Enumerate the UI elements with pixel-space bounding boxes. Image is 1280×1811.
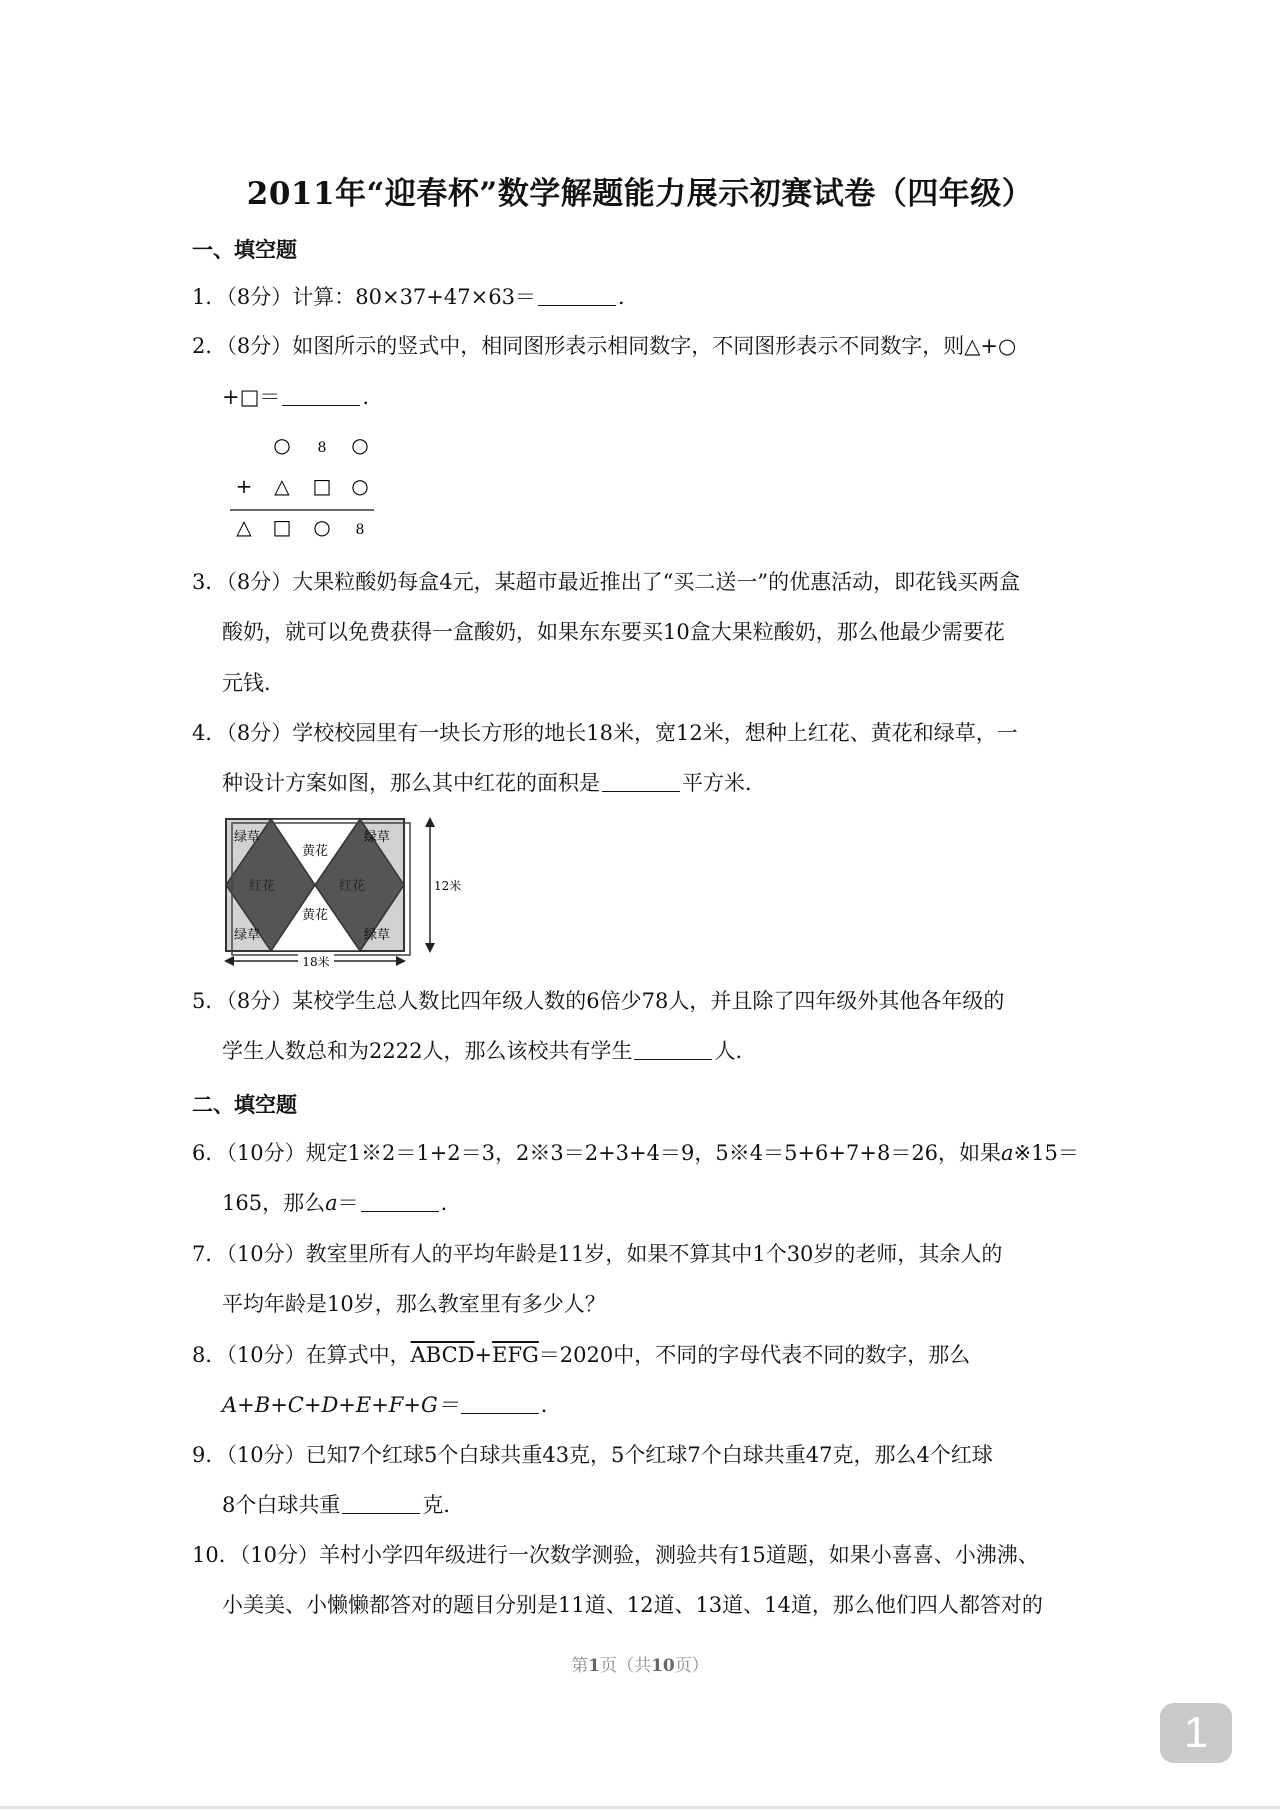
label-green-grass: 绿草 bbox=[233, 830, 261, 845]
question-number: 6． bbox=[192, 1141, 227, 1165]
label-green-grass: 绿草 bbox=[233, 928, 261, 943]
question-text: 学校校园里有一块长方形的地长18米，宽12米，想种上红花、黄花和绿草，一 bbox=[292, 721, 1018, 745]
question-score: （10分） bbox=[226, 1443, 306, 1467]
label-green-grass: 绿草 bbox=[363, 928, 391, 943]
arrow-head-left bbox=[224, 956, 234, 966]
question-number: 8． bbox=[192, 1343, 227, 1367]
question-score: （8分） bbox=[226, 721, 293, 745]
question-text: 种设计方案如图，那么其中红花的面积是 bbox=[222, 771, 600, 795]
answer-blank bbox=[602, 771, 680, 792]
answer-blank bbox=[634, 1039, 712, 1060]
section-heading-1: 一、填空题 bbox=[192, 237, 297, 262]
question-text: ※15＝ bbox=[1013, 1141, 1079, 1165]
question-text: +□＝ bbox=[222, 385, 281, 409]
question-text: 羊村小学四年级进行一次数学测验，测验共有15道题，如果小喜喜、小沸沸、 bbox=[318, 1543, 1039, 1567]
question-7-line2: 平均年龄是10岁，那么教室里有多少人？ bbox=[222, 1292, 606, 1316]
label-red-flower: 红花 bbox=[338, 879, 366, 894]
question-score: （10分） bbox=[226, 1343, 306, 1367]
question-8 bbox=[192, 1340, 970, 1370]
section-heading-2: 二、填空题 bbox=[192, 1092, 297, 1117]
vertical-addition-figure bbox=[222, 428, 382, 546]
question-score: （8分） bbox=[226, 989, 293, 1013]
question-text: 平方米． bbox=[682, 771, 766, 795]
question-10 bbox=[192, 1540, 1039, 1570]
variable-a: a bbox=[325, 1191, 338, 1215]
question-text: 大果粒酸奶每盒4元，某超市最近推出了“买二送一”的优惠活动，即花钱买两盒 bbox=[292, 570, 1021, 594]
fig-circle: ○ bbox=[313, 515, 331, 539]
question-10-line2: 小美美、小懒懒都答对的题目分别是11道、12道、13道、14道，那么他们四人都答对的 bbox=[222, 1593, 1043, 1617]
page-title: 2011年“迎春杯”数学解题能力展示初赛试卷（四年级） bbox=[246, 176, 1034, 212]
question-6 bbox=[192, 1138, 1079, 1168]
question-number: 3． bbox=[192, 570, 227, 594]
fig-circle: ○ bbox=[273, 433, 291, 457]
answer-blank bbox=[538, 285, 616, 306]
question-text: 克． bbox=[422, 1493, 465, 1517]
question-text: 某校学生总人数比四年级人数的6倍少78人，并且除了四年级外其他各年级的 bbox=[292, 989, 1005, 1013]
question-score: （8分） bbox=[226, 285, 293, 309]
fig-triangle: △ bbox=[236, 515, 252, 539]
question-6-line2: 165，那么a＝ ． bbox=[222, 1191, 462, 1215]
label-green-grass: 绿草 bbox=[363, 830, 391, 845]
overlined-abcd: ABCD bbox=[410, 1343, 475, 1367]
question-7 bbox=[192, 1239, 1002, 1269]
label-width: 18米 bbox=[302, 955, 330, 969]
question-text: ＝2020中，不同的字母代表不同的数字，那么 bbox=[538, 1343, 971, 1367]
question-2-line2: +□＝ ． bbox=[222, 385, 384, 409]
question-text: ＝ bbox=[337, 1191, 359, 1215]
question-score: （8分） bbox=[226, 334, 293, 358]
question-text: 已知7个红球5个白球共重43克，5个红球7个白球共重47克，那么4个红球 bbox=[305, 1443, 993, 1467]
footer-total-pages: 10 bbox=[651, 1656, 675, 1676]
bottom-divider bbox=[0, 1806, 1280, 1809]
question-number: 10． bbox=[192, 1543, 240, 1567]
question-3-line2: 酸奶，就可以免费获得一盒酸奶，如果东东要买10盒大果粒酸奶，那么他最少需要花 bbox=[222, 620, 1005, 644]
fig-digit-8: 8 bbox=[355, 522, 365, 538]
question-4-line2 bbox=[222, 768, 766, 798]
question-text: 165，那么 bbox=[222, 1191, 326, 1215]
label-yellow-flower: 黄花 bbox=[301, 908, 329, 923]
label-yellow-flower: 黄花 bbox=[301, 844, 329, 859]
footer-page-number: 1 bbox=[588, 1656, 601, 1676]
fig-circle: ○ bbox=[351, 433, 369, 457]
question-text: 规定1※2＝1+2＝3，2※3＝2+3+4＝9，5※4＝5+6+7+8＝26，如果 bbox=[305, 1141, 1002, 1165]
question-1: 1．（8分）计算：80×37+47×63＝ ． bbox=[192, 285, 639, 309]
variable-a: a bbox=[1001, 1141, 1014, 1165]
question-text: 8个白球共重 bbox=[222, 1493, 341, 1517]
fig-circle: ○ bbox=[351, 474, 369, 498]
arrow-head-right bbox=[396, 956, 406, 966]
question-3 bbox=[192, 567, 1020, 597]
question-number: 1． bbox=[192, 285, 227, 309]
question-number: 7． bbox=[192, 1242, 227, 1266]
label-red-flower: 红花 bbox=[248, 879, 276, 894]
question-4 bbox=[192, 718, 1018, 748]
footer-text: 页） bbox=[674, 1656, 709, 1676]
question-score: （10分） bbox=[239, 1543, 319, 1567]
arrow-head-up bbox=[425, 817, 435, 827]
page-footer bbox=[0, 1651, 1280, 1676]
fig-square: □ bbox=[312, 474, 332, 498]
label-height: 12米 bbox=[434, 879, 462, 893]
plus-sign: + bbox=[474, 1343, 493, 1367]
question-text: 学生人数总和为2222人，那么该校共有学生 bbox=[222, 1039, 633, 1063]
question-number: 5． bbox=[192, 989, 227, 1013]
garden-figure bbox=[222, 815, 462, 973]
answer-blank bbox=[461, 1393, 539, 1414]
answer-blank bbox=[282, 385, 360, 406]
footer-text: 页（共 bbox=[600, 1656, 652, 1676]
question-9-line2 bbox=[222, 1490, 464, 1520]
question-5 bbox=[192, 986, 1004, 1016]
arrow-head-down bbox=[425, 943, 435, 953]
question-text: 教室里所有人的平均年龄是11岁，如果不算其中1个30岁的老师，其余人的 bbox=[305, 1242, 1003, 1266]
question-2 bbox=[192, 331, 1016, 361]
question-8-line2: A+B+C+D+E+F+G＝ ． bbox=[222, 1393, 562, 1417]
question-text: 在算式中， bbox=[305, 1343, 411, 1367]
page-number-badge[interactable]: 1 bbox=[1160, 1703, 1232, 1763]
question-text: 计算：80×37+47×63＝ bbox=[292, 285, 536, 309]
footer-text: 第 bbox=[571, 1656, 589, 1676]
question-number: 2． bbox=[192, 334, 227, 358]
answer-blank bbox=[361, 1191, 439, 1212]
question-number: 4． bbox=[192, 721, 227, 745]
question-text: 人． bbox=[714, 1039, 757, 1063]
question-text: A+B+C+D+E+F+G＝ bbox=[222, 1393, 459, 1417]
fig-digit-8: 8 bbox=[317, 440, 327, 456]
overlined-efg: $\overline{EFG}$ bbox=[492, 1343, 539, 1367]
question-number: 9． bbox=[192, 1443, 227, 1467]
fig-plus-sign: + bbox=[235, 474, 253, 498]
fig-square: □ bbox=[272, 515, 292, 539]
question-text: 如图所示的竖式中，相同图形表示相同数字，不同图形表示不同数字，则△+○ bbox=[292, 334, 1017, 358]
fig-triangle: △ bbox=[274, 474, 290, 498]
question-5-line2 bbox=[222, 1036, 756, 1066]
answer-blank bbox=[342, 1493, 420, 1514]
question-3-line3: 元钱． bbox=[222, 671, 285, 695]
question-score: （10分） bbox=[226, 1141, 306, 1165]
question-9 bbox=[192, 1440, 993, 1470]
question-score: （10分） bbox=[226, 1242, 306, 1266]
question-score: （8分） bbox=[226, 570, 293, 594]
